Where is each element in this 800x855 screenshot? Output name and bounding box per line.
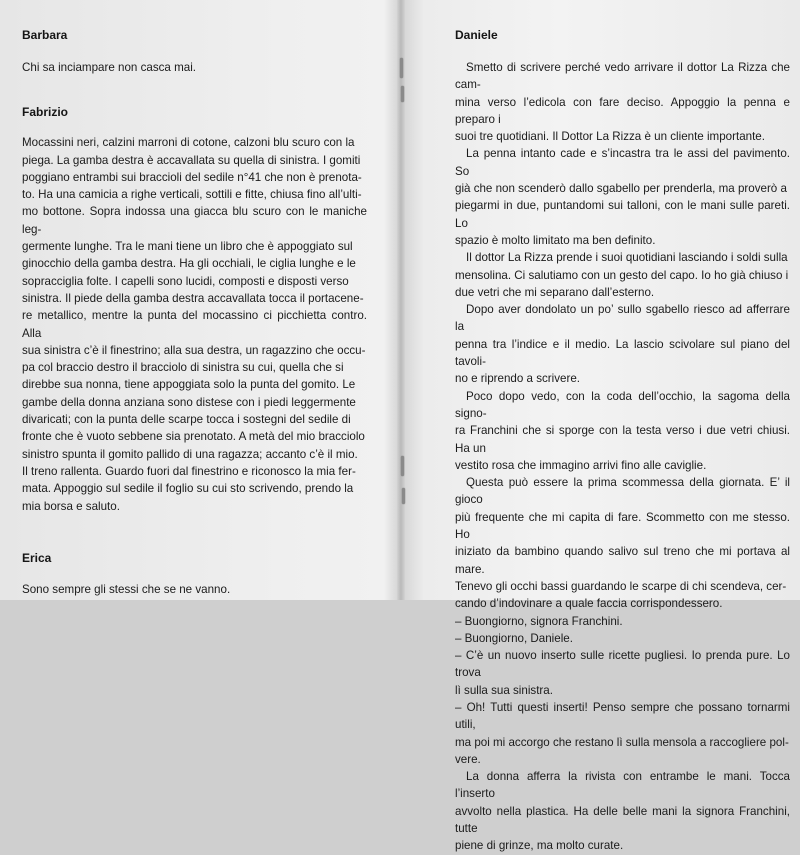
text-line: sinistro spunta il gomito pallido di una ragazza; accanto c’è il mio.	[22, 447, 358, 461]
text-line: sinistra. Il piede della gamba destra accavallata tocca il portacene-	[22, 291, 364, 305]
staple-bottom-lower	[402, 488, 405, 504]
text-line: Sono sempre gli stessi che se ne vanno.	[22, 582, 231, 596]
text-line: La penna intanto cade e s’incastra tra le assi del pavimento. So	[455, 147, 790, 178]
text-line: La donna afferra la rivista con entrambe le mani. Tocca l’inserto	[455, 770, 790, 801]
text-line: piene di grinze, ma molto curate.	[455, 839, 624, 853]
text-line: Smetto di scrivere perché vedo arrivare il dottor La Rizza che cam-	[455, 61, 790, 92]
text-line: direbbe sua nonna, tiene appoggiata solo la punta del gomito. Le	[22, 378, 356, 392]
text-line: più frequente che mi capita di fare. Scommetto con me stesso. Ho	[455, 510, 790, 542]
text-line: piega. La gamba destra è accavallata su quella di sinistra. I gomiti	[22, 153, 361, 167]
text-line: mia borsa e saluto.	[22, 499, 120, 513]
staple-top-lower	[401, 86, 404, 102]
heading-erica: Erica	[22, 550, 52, 565]
text-line: mensolina. Ci salutiamo con un gesto del capo. Io ho già chiuso i	[455, 268, 789, 282]
text-line: iniziato da bambino quando salivo sul treno che mi portava al mare.	[455, 545, 790, 576]
text-line: avvolto nella plastica. Ha delle belle mani la signora Franchini, tutte	[455, 804, 790, 836]
text-line: pa col braccio destro il bracciolo di sinistra su cui, quella che si	[22, 361, 344, 375]
heading-barbara: Barbara	[22, 28, 68, 42]
heading-daniele: Daniele	[455, 28, 498, 42]
text-line: già che non scenderò dallo sgabello per prenderla, ma proverò a	[455, 182, 787, 196]
text-barbara	[22, 59, 367, 76]
text-line: ra Franchini che si sporge con la testa verso i due vetri chiusi. Ha un	[455, 424, 790, 455]
text-line: re metallico, mentre la punta del mocassino ci picchietta contro. Alla	[22, 309, 367, 340]
right-page	[455, 28, 790, 855]
text-line: ma poi mi accorgo che restano lì sulla mensola a raccogliere pol-	[455, 735, 789, 749]
text-line: divaricati; con la punta delle scarpe tocca i sostegni del sedile di	[22, 413, 351, 427]
text-line: mata. Appoggio sul sedile il foglio su cui sto scrivendo, prendo la	[22, 482, 354, 496]
text-line: Poco dopo vedo, con la coda dell’occhio, la sagoma della signo-	[455, 389, 790, 420]
left-page	[22, 28, 367, 598]
text-line: mo bottone. Sopra indossa una giacca blu scuro con le maniche leg-	[22, 205, 367, 236]
staple-top	[400, 58, 403, 78]
text-line: Il treno rallenta. Guardo fuori dal finestrino e riconosco la mia fer-	[22, 464, 356, 478]
text-line: – Oh! Tutti questi inserti! Penso sempre che possano tornarmi utili,	[455, 700, 790, 732]
text-line: – Buongiorno, Daniele.	[455, 631, 573, 645]
text-line: Questa può essere la prima scommessa della giornata. E’ il gioco	[455, 476, 790, 507]
text-line: Dopo aver dondolato un po’ sullo sgabello riesco ad afferrare la	[455, 303, 790, 334]
text-line: to. Ha una camicia a righe verticali, sottili e fitte, chiusa fino all’ulti-	[22, 188, 362, 202]
text-line: fronte che è vuoto sebbene sia prenotato. A metà del mio bracciolo	[22, 430, 365, 444]
text-line: lì sulla sua sinistra.	[455, 683, 553, 697]
text-line: – C’è un nuovo inserto sulle ricette pugliesi. Io prenda pure. Lo trova	[455, 649, 790, 680]
text-line: ginocchio della gamba destra. Ha gli occhiali, le ciglia lunghe e le	[22, 257, 356, 271]
text-line: cando d’indovinare a quale faccia corrispondessero.	[455, 597, 723, 611]
text-line: poggiano entrambi sui braccioli del sedile n°41 che non è prenota-	[22, 170, 362, 184]
text-line: Il dottor La Rizza prende i suoi quotidiani lasciando i soldi sulla	[466, 251, 788, 265]
text-line: spazio è molto limitato ma ben definito.	[455, 233, 656, 247]
text-line: due vetri che mi separano dall’esterno.	[455, 285, 655, 299]
text-line: gambe della donna anziana sono distese con i piedi leggermente	[22, 395, 356, 409]
staple-bottom	[401, 456, 404, 476]
text-daniele	[455, 59, 790, 855]
text-line: piegarmi in due, puntandomi sui talloni, con le mani sulle pareti. Lo	[455, 199, 790, 230]
text-line: Tenevo gli occhi bassi guardando le scarpe di chi scendeva, cer-	[455, 579, 787, 593]
text-line: germente lunghe. Tra le mani tiene un libro che è appoggiato sul	[22, 240, 353, 254]
text-line: mina verso l’edicola con fare deciso. Appoggio la penna e preparo i	[455, 95, 790, 126]
text-line: sua sinistra c’è il finestrino; alla sua destra, un ragazzino che occu-	[22, 343, 366, 357]
text-line: suoi tre quotidiani. Il Dottor La Rizza è un cliente importante.	[455, 130, 765, 144]
text-fabrizio	[22, 134, 367, 515]
heading-fabrizio: Fabrizio	[22, 105, 69, 120]
text-line: vestito rosa che immagino arrivi fino alle caviglie.	[455, 458, 707, 472]
text-line: – Buongiorno, signora Franchini.	[455, 614, 623, 628]
text-line: sopracciglia folte. I capelli sono lucidi, composti e disposti verso	[22, 274, 349, 288]
text-line: penna tra l’indice e il medio. La lascio scivolare sul piano del tavoli-	[455, 337, 790, 369]
text-line: Mocassini neri, calzini marroni di cotone, calzoni blu scuro con la	[22, 136, 355, 150]
text-line: no e riprendo a scrivere.	[455, 372, 581, 386]
text-line: Chi sa inciampare non casca mai.	[22, 61, 196, 74]
text-line: vere.	[455, 752, 481, 766]
text-erica	[22, 581, 367, 598]
